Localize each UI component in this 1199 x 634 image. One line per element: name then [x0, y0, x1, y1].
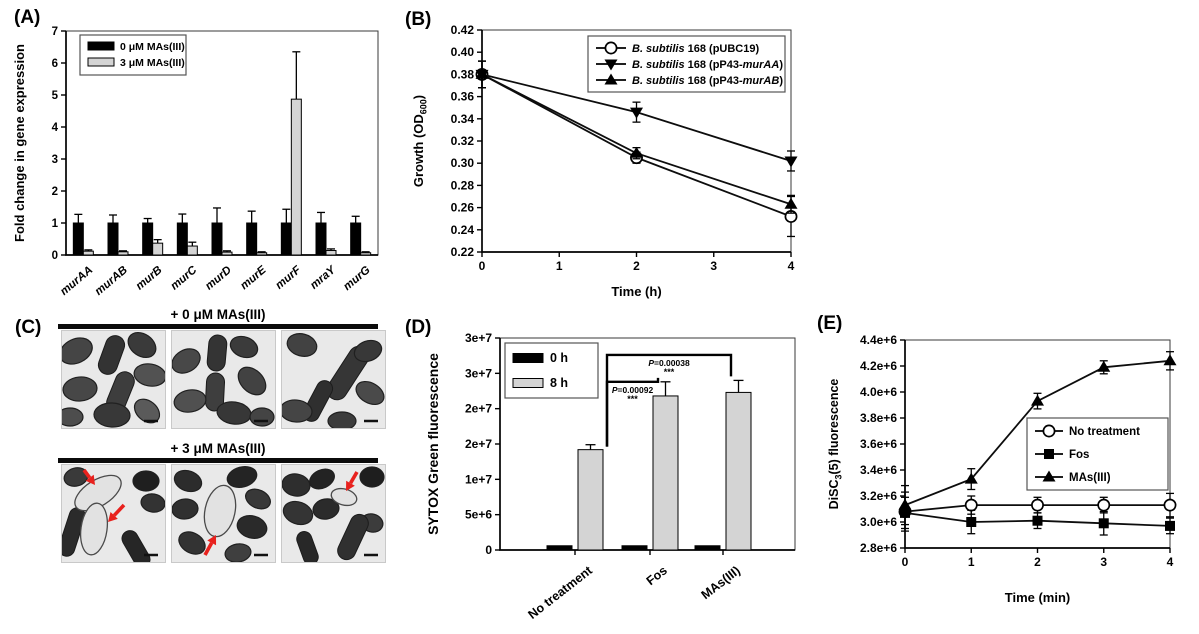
svg-text:0.26: 0.26	[450, 200, 474, 215]
svg-text:3.8e+6: 3.8e+6	[859, 411, 897, 425]
svg-text:3.2e+6: 3.2e+6	[859, 489, 897, 503]
svg-text:0.36: 0.36	[450, 89, 474, 104]
svg-text:0.42: 0.42	[450, 23, 474, 37]
svg-text:1: 1	[51, 218, 58, 230]
panel-d-label: (D)	[405, 317, 432, 338]
plot-area	[827, 333, 1177, 605]
significance-stars: ***	[627, 393, 638, 404]
svg-text:murB: murB	[133, 264, 165, 293]
svg-text:2.8e+6: 2.8e+6	[859, 541, 897, 555]
svg-text:0.38: 0.38	[450, 67, 474, 82]
svg-text:2: 2	[51, 186, 58, 198]
plot-area	[411, 23, 798, 299]
svg-text:4: 4	[51, 122, 58, 134]
panel-a-label: (A)	[14, 7, 41, 28]
svg-text:B. subtilis 168 (pUBC19): B. subtilis 168 (pUBC19)	[632, 43, 760, 55]
panel-e	[800, 305, 1199, 634]
svg-text:murF: murF	[273, 264, 304, 292]
red-arrow	[205, 535, 216, 555]
svg-text:0.40: 0.40	[450, 45, 474, 60]
micrograph-untreated-2	[172, 331, 275, 428]
svg-text:0.28: 0.28	[450, 178, 474, 193]
svg-text:Fos: Fos	[643, 563, 670, 589]
svg-text:0: 0	[901, 555, 909, 569]
svg-text:0: 0	[485, 543, 492, 557]
panel-c-rule-top	[58, 324, 378, 329]
svg-text:3e+7: 3e+7	[464, 331, 492, 345]
svg-text:2: 2	[1034, 555, 1041, 569]
micrograph-treated-1	[62, 465, 165, 562]
svg-text:0 h: 0 h	[550, 351, 569, 365]
panel-c-heading-3um: + 3 μM MAs(III)	[170, 441, 266, 456]
svg-text:No treatment: No treatment	[525, 563, 595, 622]
panel-c-label: (C)	[15, 317, 42, 338]
svg-text:murC: murC	[168, 264, 200, 293]
svg-text:3: 3	[710, 259, 718, 273]
micrograph-untreated-3	[282, 331, 385, 428]
svg-text:murAB: murAB	[92, 264, 130, 298]
svg-text:Fold change in gene expression: Fold change in gene expression	[12, 44, 27, 242]
svg-text:0.24: 0.24	[450, 222, 474, 237]
plot-area	[425, 331, 795, 622]
svg-text:8 h: 8 h	[550, 376, 569, 390]
svg-text:6: 6	[51, 58, 58, 70]
panel-d	[400, 310, 800, 634]
svg-text:3: 3	[51, 154, 58, 166]
red-arrow	[346, 472, 357, 491]
svg-text:Time (min): Time (min)	[1004, 590, 1071, 605]
svg-text:B. subtilis 168 (pP43-murAB): B. subtilis 168 (pP43-murAB)	[632, 75, 783, 87]
svg-text:DiSC3(5) fluorescence: DiSC$_3$(5) fluorescence	[827, 378, 844, 510]
svg-text:murAA: murAA	[58, 264, 96, 298]
p-value-label: P=0.00092	[611, 384, 654, 395]
svg-text:Time (h): Time (h)	[611, 284, 662, 299]
svg-text:5e+6: 5e+6	[464, 507, 492, 522]
panel-b	[400, 0, 800, 310]
legend	[588, 36, 785, 92]
svg-text:0: 0	[51, 250, 58, 262]
red-arrow	[108, 505, 124, 522]
svg-text:2e+7: 2e+7	[464, 401, 492, 416]
p-value-label: P=0.00038	[648, 357, 690, 368]
svg-text:Fos: Fos	[1069, 449, 1090, 461]
svg-text:2e+7: 2e+7	[464, 437, 492, 451]
significance-stars: ***	[663, 366, 675, 377]
svg-text:4.0e+6: 4.0e+6	[859, 385, 897, 399]
panel-a-bar-chart	[8, 4, 398, 304]
svg-text:3.6e+6: 3.6e+6	[859, 437, 897, 451]
svg-text:0 μM MAs(III): 0 μM MAs(III)	[120, 41, 185, 53]
micrograph-treated-2	[172, 465, 275, 562]
svg-text:2: 2	[633, 259, 640, 273]
svg-text:4: 4	[1166, 555, 1174, 569]
panel-d-bar-chart	[400, 310, 800, 634]
panel-b-line-chart	[400, 0, 800, 310]
legend	[1027, 418, 1168, 490]
svg-text:4.4e+6: 4.4e+6	[859, 333, 897, 347]
svg-text:murG: murG	[341, 264, 373, 294]
legend	[80, 35, 186, 75]
panel-c-rule-bottom	[58, 458, 378, 463]
svg-text:0.22: 0.22	[450, 245, 474, 259]
svg-text:MAs(III): MAs(III)	[698, 563, 743, 603]
plot-area	[12, 26, 378, 298]
svg-text:0.32: 0.32	[450, 134, 474, 148]
lysed-cell	[200, 482, 240, 539]
panel-e-label: (E)	[817, 313, 843, 334]
panel-e-line-chart	[800, 305, 1199, 634]
svg-text:SYTOX Green fluorescence: SYTOX Green fluorescence	[425, 353, 441, 535]
svg-text:3.0e+6: 3.0e+6	[859, 515, 897, 529]
svg-text:4: 4	[787, 259, 795, 273]
svg-text:MAs(III): MAs(III)	[1069, 472, 1111, 484]
panel-b-label: (B)	[405, 9, 432, 30]
svg-text:4.2e+6: 4.2e+6	[859, 359, 897, 373]
svg-text:mraY: mraY	[308, 264, 338, 292]
micrograph-untreated-1	[62, 331, 165, 428]
svg-text:1: 1	[555, 259, 563, 273]
legend	[505, 343, 598, 398]
svg-text:B. subtilis 168 (pP43-murAA): B. subtilis 168 (pP43-murAA)	[632, 59, 783, 71]
svg-text:1: 1	[967, 555, 975, 569]
svg-text:1e+7: 1e+7	[464, 472, 492, 487]
svg-text:murD: murD	[203, 264, 234, 293]
panel-c	[8, 305, 398, 590]
svg-text:0: 0	[478, 259, 486, 273]
svg-text:murE: murE	[238, 264, 269, 293]
svg-text:3 μM MAs(III): 3 μM MAs(III)	[120, 57, 185, 69]
svg-text:5: 5	[51, 90, 58, 102]
svg-text:No treatment: No treatment	[1069, 426, 1140, 438]
svg-text:7: 7	[51, 26, 58, 38]
panel-c-heading-0um: + 0 μM MAs(III)	[170, 307, 266, 322]
svg-text:3e+7: 3e+7	[464, 366, 492, 381]
panel-a	[8, 4, 398, 304]
svg-text:3: 3	[1100, 555, 1108, 569]
svg-text:0.34: 0.34	[450, 111, 474, 126]
micrograph-treated-3	[282, 465, 385, 562]
svg-text:0.30: 0.30	[450, 156, 474, 171]
svg-text:Growth (OD600): Growth $(OD_{600})$	[411, 94, 429, 188]
svg-text:3.4e+6: 3.4e+6	[859, 463, 897, 477]
